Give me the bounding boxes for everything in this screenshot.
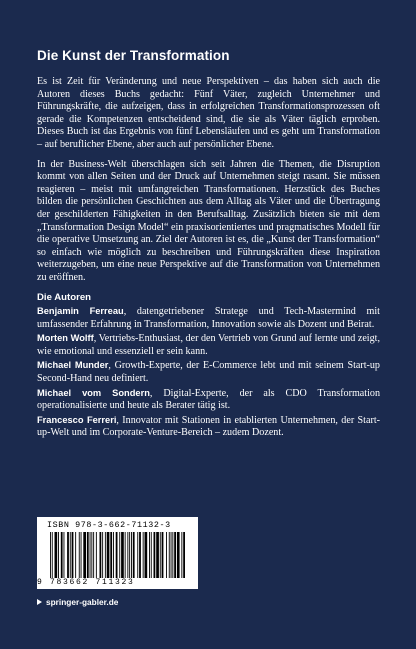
barcode-bar [172,532,173,578]
barcode-bar [137,532,138,578]
barcode-bar [119,532,120,578]
barcode-bar [139,532,141,578]
author-description: , Growth-Experte, der E-Commerce lebt und mit seinem Start-up Second-Hand neu definiert. [37,360,380,385]
barcode-bar [121,532,124,578]
author-description: , datengetriebener Stratege und Tech-Mastermind mit umfassender Erfahrung in Transformation, Innovation sowie als Dozent und Beirat. [37,306,380,330]
barcode-bar [52,532,53,578]
authors-heading: Die Autoren [37,291,92,303]
barcode-bar [154,532,156,578]
barcode-bar [67,532,69,578]
barcode-bar [58,532,59,578]
blurb [37,76,380,441]
publisher-url[interactable]: springer-gabler.de [46,597,119,607]
barcode-bar [151,532,152,578]
barcode-bar [100,532,102,578]
barcode-bar [72,532,74,578]
author-name: Michael Munder [37,360,109,371]
barcode-bar [70,532,71,578]
barcode-bar [55,532,58,578]
barcode-bar [133,532,135,578]
ean-number: 9 783662 711323 [37,578,135,587]
barcode-bar [90,532,91,578]
barcode-bar [160,532,161,578]
author-description: , Innovator mit Stationen in etablierten Unternehmen, der Start-up-Welt und im Corporate-Venture-Bereich – zudem Dozent. [37,414,380,439]
barcode-bar [125,532,126,578]
barcode-bar [156,532,159,578]
barcode-bar [174,532,176,578]
barcode-bar [96,532,97,578]
author-entry [37,387,380,413]
arrow-right-icon [37,599,42,605]
barcode-bar [127,532,128,578]
barcode-bar [116,532,118,578]
barcode-bar [181,532,182,578]
blurb-paragraph-1: Es ist Zeit für Veränderung und neue Perspektiven – das haben sich auch die Autoren dieses Buchs gedacht: Fünf Väter, zugleich Unternehmer und Führungskräfte, die aufzeigen, dass in erfolgreichen Transformationsprozessen oft gerade die Kompetenzen entscheidend sind, die sie als Väter täglich erproben. Dieses Buch ist das Ergebnis von fünf Lebensläufen und es geht um Transformation – auf beruflicher Ebene, aber auch auf persönlicher Ebene. [37,76,380,150]
barcode-bar [79,532,80,578]
barcode-bar [105,532,106,578]
barcode-bar [129,532,130,578]
barcode-bar [91,532,92,578]
barcode-bar [102,532,103,578]
book-title: Die Kunst der Transformation [37,48,230,63]
barcode-bar [145,532,148,578]
blurb-paragraph-2: In der Business-Welt überschlagen sich seit Jahren die Themen, die Disruption kommt von allen Seiten und der Druck auf Unternehmen steigt rasant. Sie müssen reagieren – meist mit umfangreichen Transformationen. Herzstück des Buches bilden die persönlichen Geschichten aus dem Alltag als Väter und die Übertragung der geschilderten Fähigkeiten in den Berufsalltag. Zusätzlich bieten sie mit dem „Transformation Design Model“ ein praxisorientiertes und pragmatisches Modell für die operative Umsetzung an. Ziel der Autoren ist es, die „Kunst der Transformation“ so einfach wie möglich zu beschreiben und Führungskräften diese Inspiration weiterzugeben, um eine neue Perspektive auf die Transformation von Unternehmen zu eröffnen. [37,158,380,283]
barcode-bar [169,532,170,578]
barcode-bar [162,532,164,578]
barcode-bar [110,532,112,578]
author-entry [37,414,380,440]
barcode-bar [131,532,132,578]
barcode-bar [171,532,172,578]
barcode-bar [177,532,180,578]
barcode-bar [166,532,167,578]
barcode-bar [149,532,150,578]
author-entry [37,332,380,358]
isbn-label: ISBN 978-3-662-71132-3 [47,520,171,530]
author-name: Morten Wolff [37,333,94,344]
barcode-bar [50,532,51,578]
author-name: Michael vom Sondern [37,387,150,398]
barcode-bar [81,532,82,578]
barcode [37,517,198,589]
barcode-bar [64,532,65,578]
publisher-link[interactable] [37,597,118,607]
barcode-bar [107,532,110,578]
barcode-bar [143,532,144,578]
author-description: , Vertriebs-Enthusiast, der den Vertrieb von Grund auf lernte und zeigt, wie emotional und essenziell er sein kann. [37,333,380,357]
author-description: , Digital-Experte, der als CDO Transformation operationalisierte und heute als Berater tätig ist. [37,387,380,412]
barcode-bar [93,532,94,578]
barcode-bar [83,532,86,578]
author-name: Francesco Ferreri [37,414,117,425]
author-entry [37,305,380,331]
barcode-bar [87,532,89,578]
barcode-bars [50,532,185,578]
barcode-bar [61,532,63,578]
author-name: Benjamin Ferreau [37,306,124,317]
barcode-bar [75,532,76,578]
author-entry [37,359,380,385]
barcode-bar [113,532,114,578]
barcode-bar [183,532,185,578]
